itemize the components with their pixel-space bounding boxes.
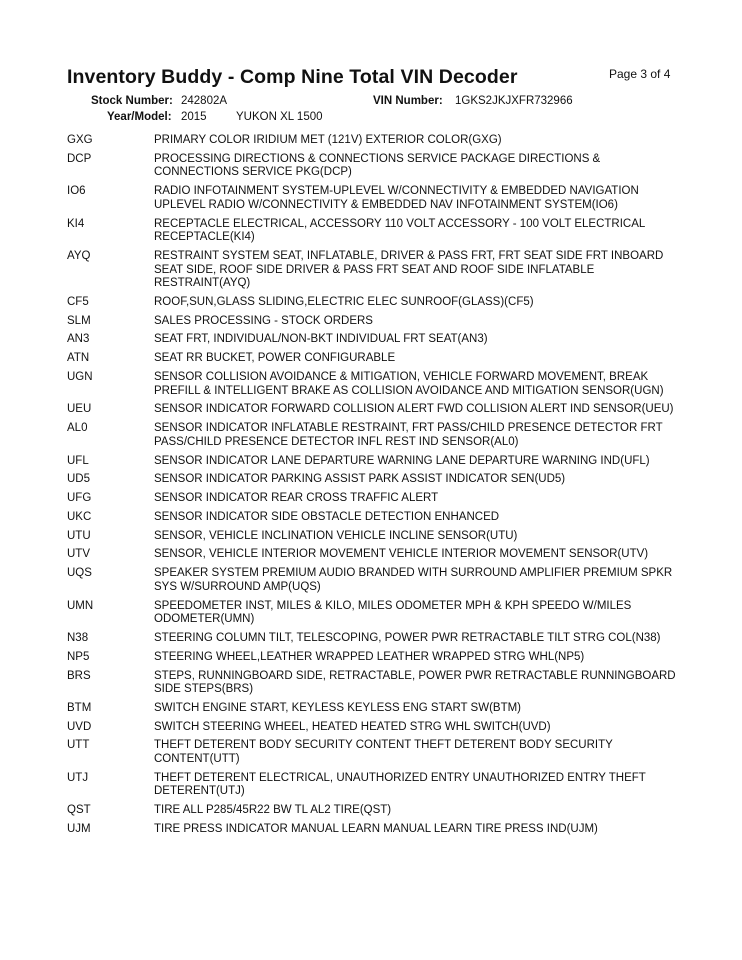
option-code: UFL: [67, 454, 89, 467]
option-code: UMN: [67, 599, 94, 612]
option-description: RADIO INFOTAINMENT SYSTEM-UPLEVEL W/CONNECTIVITY & EMBEDDED NAVIGATION UPLEVEL RADIO W/CONNECTIVITY & EMBEDDED NAV INFOTAINMENT SYSTEM(IO6): [154, 185, 639, 211]
option-description: SEAT RR BUCKET, POWER CONFIGURABLE: [154, 352, 396, 365]
option-code: DCP: [67, 152, 92, 165]
option-row: [67, 218, 687, 245]
vin-number-value: 1GKS2JKJXFR732966: [455, 95, 573, 107]
option-code: IO6: [67, 185, 86, 198]
option-code: AN3: [67, 333, 90, 346]
option-code: UEU: [67, 403, 92, 416]
option-description: PRIMARY COLOR IRIDIUM MET (121V) EXTERIOR COLOR(GXG): [154, 134, 502, 146]
option-code: NP5: [67, 650, 90, 663]
option-description: SENSOR, VEHICLE INCLINATION VEHICLE INCLINE SENSOR(UTU): [154, 529, 518, 542]
option-code: UTT: [67, 739, 90, 752]
option-code: UTU: [67, 529, 91, 542]
option-row: [67, 403, 687, 417]
option-description: SWITCH STEERING WHEEL, HEATED HEATED STRG WHL SWITCH(UVD): [154, 720, 551, 733]
option-row: [67, 250, 687, 291]
year-value: 2015: [181, 111, 207, 123]
option-description: STEERING COLUMN TILT, TELESCOPING, POWER PWR RETRACTABLE TILT STRG COL(N38): [154, 631, 661, 644]
option-row: [67, 422, 687, 449]
option-code: UVD: [67, 720, 92, 733]
option-description: SENSOR INDICATOR INFLATABLE RESTRAINT, FRT PASS/CHILD PRESENCE DETECTOR FRT PASS/CHILD PRESENCE DETECTOR INFL REST IND SENSOR(AL0): [154, 422, 663, 448]
option-row: [67, 511, 687, 525]
option-row: [67, 651, 687, 665]
option-row: [67, 473, 687, 487]
option-code: GXG: [67, 134, 93, 146]
option-code: KI4: [67, 217, 85, 230]
option-row: [67, 632, 687, 646]
option-codes-list: [67, 134, 687, 842]
option-description: THEFT DETERENT BODY SECURITY CONTENT THEFT DETERENT BODY SECURITY CONTENT(UTT): [154, 739, 613, 766]
option-row: [67, 739, 687, 766]
option-row: [67, 823, 687, 837]
option-row: [67, 530, 687, 544]
vin-number-label: VIN Number:: [373, 95, 443, 107]
option-code: UQS: [67, 567, 92, 580]
option-description: STEERING WHEEL,LEATHER WRAPPED LEATHER WRAPPED STRG WHL(NP5): [154, 650, 585, 663]
option-code: UTJ: [67, 771, 89, 784]
option-description: TIRE ALL P285/45R22 BW TL AL2 TIRE(QST): [154, 804, 392, 817]
option-description: SALES PROCESSING - STOCK ORDERS: [154, 314, 373, 327]
option-code: UTV: [67, 548, 90, 561]
year-model-label: Year/Model:: [107, 111, 172, 123]
option-code: BTM: [67, 701, 92, 714]
option-row: [67, 296, 687, 310]
option-code: AYQ: [67, 249, 91, 262]
option-row: [67, 670, 687, 697]
option-description: ROOF,SUN,GLASS SLIDING,ELECTRIC ELEC SUNROOF(GLASS)(CF5): [154, 295, 534, 308]
option-description: THEFT DETERENT ELECTRICAL, UNAUTHORIZED ENTRY UNAUTHORIZED ENTRY THEFT DETERENT(UTJ): [154, 771, 646, 798]
option-description: PROCESSING DIRECTIONS & CONNECTIONS SERVICE PACKAGE DIRECTIONS & CONNECTIONS SERVICE PKG(DCP): [154, 152, 601, 179]
option-row: [67, 185, 687, 212]
model-value: YUKON XL 1500: [236, 111, 323, 123]
option-row: [67, 548, 687, 562]
option-row: [67, 352, 687, 366]
option-code: BRS: [67, 669, 91, 682]
option-description: SWITCH ENGINE START, KEYLESS KEYLESS ENG START SW(BTM): [154, 701, 522, 714]
option-row: [67, 772, 687, 799]
option-code: UFG: [67, 492, 92, 505]
option-code: UJM: [67, 823, 91, 835]
document-title: Inventory Buddy - Comp Nine Total VIN Decoder: [67, 66, 518, 88]
option-description: SENSOR INDICATOR SIDE OBSTACLE DETECTION ENHANCED: [154, 510, 500, 523]
option-description: RECEPTACLE ELECTRICAL, ACCESSORY 110 VOLT ACCESSORY - 100 VOLT ELECTRICAL RECEPTACLE(KI4): [154, 217, 645, 244]
option-description: TIRE PRESS INDICATOR MANUAL LEARN MANUAL LEARN TIRE PRESS IND(UJM): [154, 823, 598, 835]
option-row: [67, 721, 687, 735]
option-code: N38: [67, 631, 89, 644]
option-description: SEAT FRT, INDIVIDUAL/NON-BKT INDIVIDUAL FRT SEAT(AN3): [154, 333, 488, 346]
option-description: SPEAKER SYSTEM PREMIUM AUDIO BRANDED WITH SURROUND AMPLIFIER PREMIUM SPKR SYS W/SURROUND AMP(UQS): [154, 567, 673, 593]
option-description: SENSOR INDICATOR PARKING ASSIST PARK ASSIST INDICATOR SEN(UD5): [154, 473, 566, 486]
option-row: [67, 600, 687, 627]
option-code: SLM: [67, 314, 91, 327]
stock-number-value: 242802A: [181, 95, 228, 107]
option-row: [67, 702, 687, 716]
option-code: UGN: [67, 371, 93, 383]
page-number: Page 3 of 4: [609, 67, 671, 81]
option-code: QST: [67, 804, 91, 817]
option-row: [67, 492, 687, 506]
option-description: STEPS, RUNNINGBOARD SIDE, RETRACTABLE, POWER PWR RETRACTABLE RUNNINGBOARD SIDE STEPS(BRS): [154, 669, 676, 696]
option-description: SPEEDOMETER INST, MILES & KILO, MILES ODOMETER MPH & KPH SPEEDO W/MILES ODOMETER(UMN): [154, 599, 632, 626]
option-description: SENSOR, VEHICLE INTERIOR MOVEMENT VEHICLE INTERIOR MOVEMENT SENSOR(UTV): [154, 548, 649, 561]
option-row: [67, 371, 687, 398]
option-row: [67, 567, 687, 594]
option-code: CF5: [67, 295, 89, 308]
option-description: RESTRAINT SYSTEM SEAT, INFLATABLE, DRIVER & PASS FRT, FRT SEAT SIDE FRT INBOARD SEAT SIDE, ROOF SIDE DRIVER & PASS FRT SEAT AND ROOF SIDE INFLATABLE RESTRAINT(AYQ): [154, 249, 664, 290]
option-code: AL0: [67, 422, 88, 435]
option-row: [67, 315, 687, 329]
option-code: UKC: [67, 510, 92, 523]
option-description: SENSOR INDICATOR LANE DEPARTURE WARNING LANE DEPARTURE WARNING IND(UFL): [154, 454, 650, 467]
option-row: [67, 134, 687, 148]
option-code: UD5: [67, 473, 91, 486]
option-code: ATN: [67, 352, 90, 365]
option-row: [67, 455, 687, 469]
option-row: [67, 333, 687, 347]
option-row: [67, 804, 687, 818]
option-description: SENSOR INDICATOR FORWARD COLLISION ALERT FWD COLLISION ALERT IND SENSOR(UEU): [154, 403, 674, 416]
option-description: SENSOR COLLISION AVOIDANCE & MITIGATION, VEHICLE FORWARD MOVEMENT, BREAK PREFILL & INTELLIGENT BRAKE AS COLLISION AVOIDANCE AND MITIGATION SENSOR(UGN): [154, 371, 664, 397]
option-row: [67, 153, 687, 180]
option-description: SENSOR INDICATOR REAR CROSS TRAFFIC ALERT: [154, 492, 439, 505]
stock-number-label: Stock Number:: [91, 95, 173, 107]
